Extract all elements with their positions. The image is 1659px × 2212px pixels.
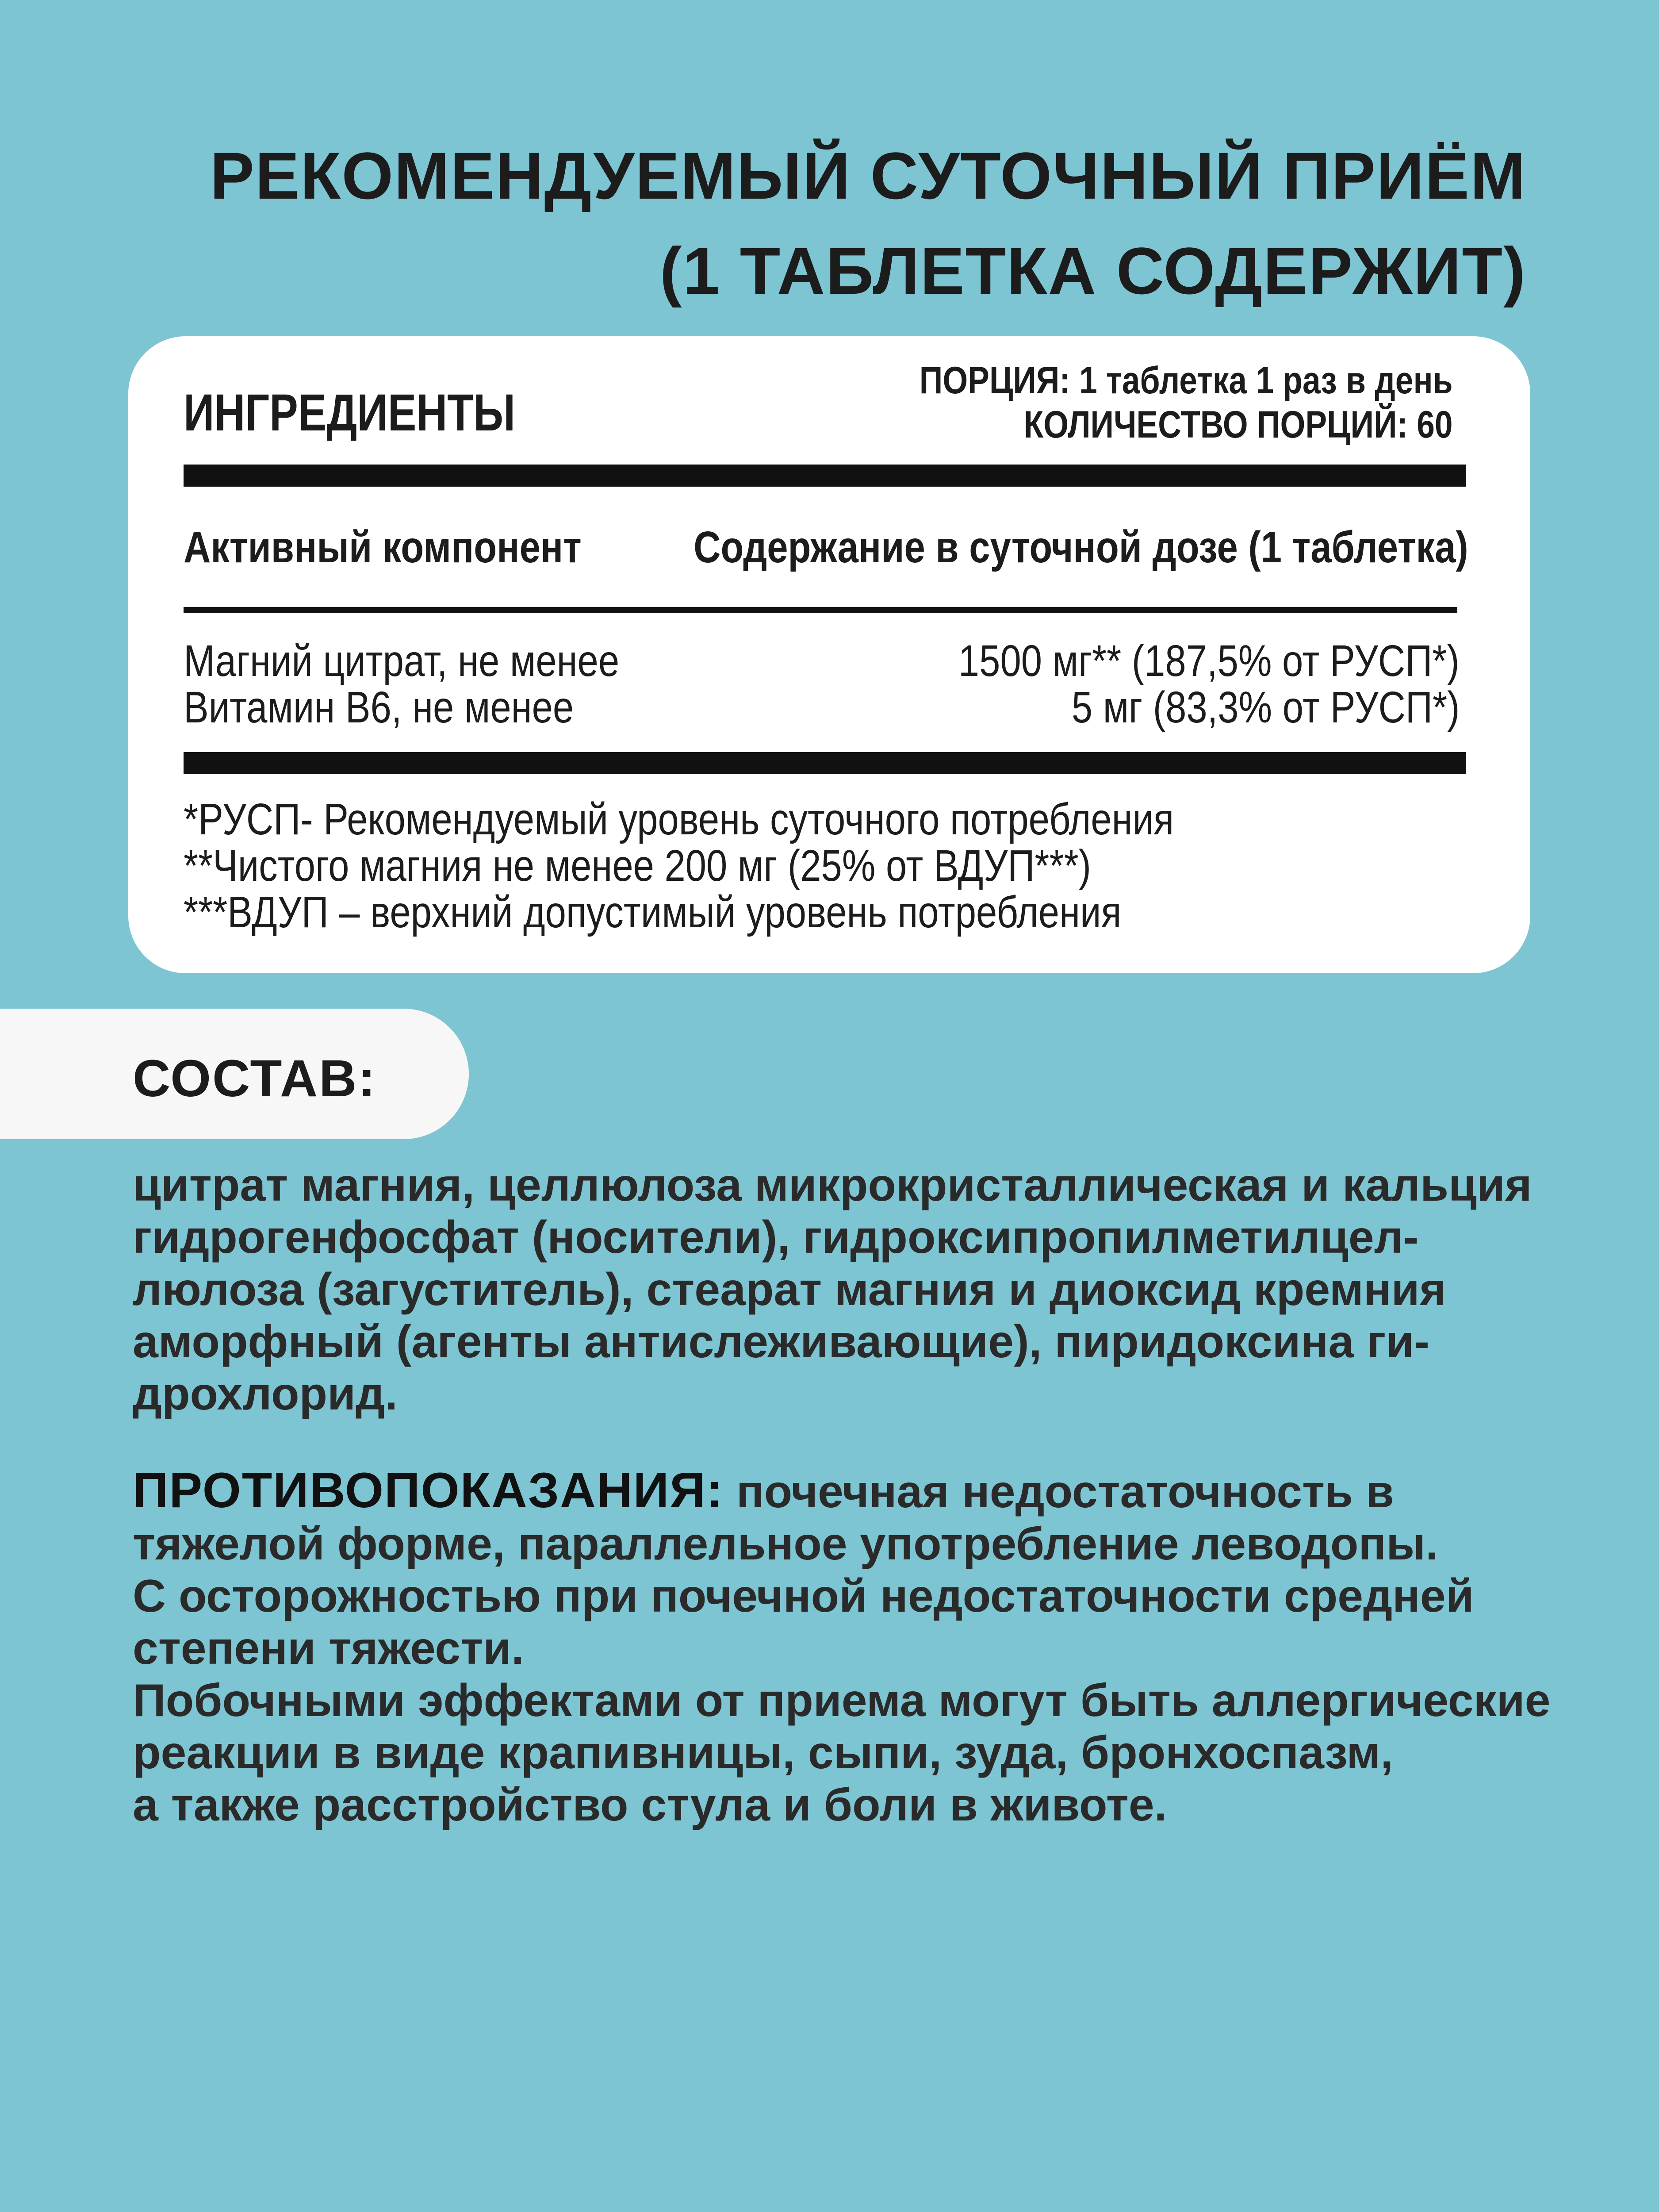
page-heading bbox=[210, 128, 1526, 319]
composition-text bbox=[133, 1159, 1532, 1420]
portion-info bbox=[920, 358, 1453, 447]
divider-thick bbox=[184, 752, 1466, 774]
portion-text: ПОРЦИЯ: 1 таблетка 1 раз в день bbox=[920, 359, 1453, 402]
heading-line-1: РЕКОМЕНДУЕМЫЙ СУТОЧНЫЙ ПРИЁМ bbox=[210, 138, 1526, 213]
contraindications-first-line bbox=[133, 1464, 1550, 1518]
ingredients-card bbox=[128, 336, 1530, 973]
contraindications-text bbox=[133, 1464, 1550, 1831]
composition-line: цитрат магния, целлюлоза микрокристаллическая и кальция bbox=[133, 1160, 1532, 1211]
contraindications-label: ПРОТИВОПОКАЗАНИЯ: bbox=[133, 1463, 724, 1518]
contraindications-line: почечная недостаточность в bbox=[724, 1466, 1394, 1517]
heading-line-2: (1 ТАБЛЕТКА СОДЕРЖИТ) bbox=[659, 234, 1526, 308]
footnote: ***ВДУП – верхний допустимый уровень потребления bbox=[184, 887, 1122, 937]
ingredients-title: ИНГРЕДИЕНТЫ bbox=[184, 384, 516, 442]
footnote: *РУСП- Рекомендуемый уровень суточного потребления bbox=[184, 795, 1174, 844]
column-header-component: Активный компонент bbox=[184, 522, 582, 572]
divider-thin bbox=[184, 607, 1457, 613]
component-name: Витамин В6, не менее bbox=[184, 683, 574, 732]
composition-line: гидрогенфосфат (носители), гидроксипропилметилцел- bbox=[133, 1212, 1419, 1263]
composition-line: дрохлорид. bbox=[133, 1368, 398, 1420]
component-value: 1500 мг** (187,5% от РУСП*) bbox=[958, 636, 1460, 686]
composition-line: аморфный (агенты антислеживающие), пиридоксина ги- bbox=[133, 1316, 1430, 1367]
footnote: **Чистого магния не менее 200 мг (25% от ВДУП***) bbox=[184, 841, 1091, 891]
contraindications-line: Побочными эффектами от приема могут быть аллергические bbox=[133, 1675, 1551, 1726]
contraindications-line: С осторожностью при почечной недостаточности средней bbox=[133, 1571, 1474, 1622]
contraindications-line: степени тяжести. bbox=[133, 1623, 524, 1674]
contraindications-line: тяжелой форме, параллельное употребление леводопы. bbox=[133, 1518, 1438, 1570]
contraindications-line: реакции в виде крапивницы, сыпи, зуда, бронхоспазм, bbox=[133, 1727, 1394, 1778]
divider-thick bbox=[184, 465, 1466, 487]
component-value: 5 мг (83,3% от РУСП*) bbox=[1071, 683, 1460, 732]
contraindications-line: а также расстройство стула и боли в животе. bbox=[133, 1779, 1167, 1831]
footnotes bbox=[184, 796, 1174, 936]
composition-line: люлоза (загуститель), стеарат магния и диоксид кремния bbox=[133, 1264, 1447, 1315]
composition-label: СОСТАВ: bbox=[133, 1049, 377, 1108]
portions-count: КОЛИЧЕСТВО ПОРЦИЙ: 60 bbox=[1024, 403, 1453, 446]
component-name: Магний цитрат, не менее bbox=[184, 636, 620, 686]
column-header-content: Содержание в суточной дозе (1 таблетка) bbox=[693, 522, 1468, 572]
composition-label-pill bbox=[0, 1009, 469, 1139]
